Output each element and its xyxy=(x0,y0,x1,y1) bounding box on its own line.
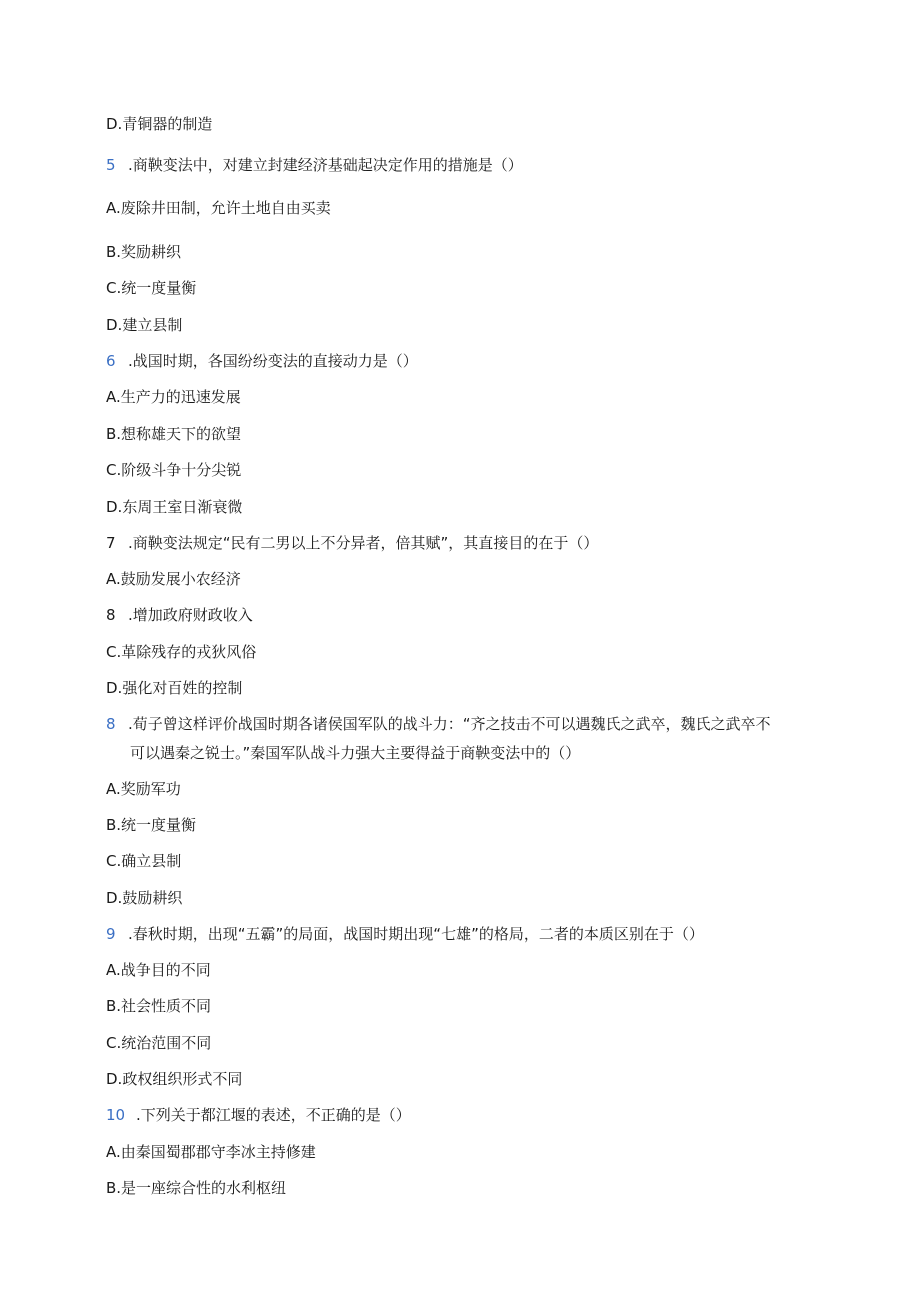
option-line xyxy=(106,1069,242,1089)
question-number: 7 xyxy=(106,534,116,552)
option-line xyxy=(106,642,256,662)
question-line xyxy=(106,924,704,944)
question-number: 8 xyxy=(106,715,116,733)
option-text: B.想称雄天下的欲望 xyxy=(106,425,242,443)
question-number: 10 xyxy=(106,1106,126,1124)
question-line xyxy=(106,351,418,371)
question-line xyxy=(106,155,523,175)
option-line xyxy=(106,460,241,480)
question-text: .荀子曾这样评价战国时期各诸侯国军队的战斗力：“齐之技击不可以遇魏氏之武卒，魏氏之武卒不 xyxy=(128,715,771,733)
option-text: B.社会性质不同 xyxy=(106,997,212,1015)
question-number: 9 xyxy=(106,925,116,943)
option-text: A.鼓励发展小农经济 xyxy=(106,570,241,588)
question-line xyxy=(106,1105,411,1125)
option-line xyxy=(106,815,196,835)
option-line xyxy=(106,1142,316,1162)
option-text: D.鼓励耕织 xyxy=(106,889,183,907)
option-line xyxy=(106,497,242,517)
option-text: B.是一座综合性的水利枢纽 xyxy=(106,1179,287,1197)
question-text: .战国时期，各国纷纷变法的直接动力是（） xyxy=(128,352,418,370)
option-line xyxy=(106,779,181,799)
question-number: 8 xyxy=(106,606,116,624)
option-line xyxy=(106,278,196,298)
option-text: C.统治范围不同 xyxy=(106,1034,212,1052)
option-line xyxy=(106,851,181,871)
option-line xyxy=(106,569,241,589)
option-text: A.战争目的不同 xyxy=(106,961,211,979)
question-text: .下列关于都江堰的表述，不正确的是（） xyxy=(136,1106,411,1124)
option-line xyxy=(106,198,331,218)
option-line xyxy=(106,888,182,908)
question-number: 5 xyxy=(106,156,116,174)
option-text: C.革除残存的戎狄风俗 xyxy=(106,643,257,661)
option-text: C.确立县制 xyxy=(106,852,182,870)
continuation-text: 可以遇秦之锐士。”秦国军队战斗力强大主要得益于商鞅变法中的（） xyxy=(130,744,581,762)
option-text: B.奖励耕织 xyxy=(106,243,182,261)
option-text: D.青铜器的制造 xyxy=(106,115,213,133)
option-line xyxy=(106,996,211,1016)
option-line xyxy=(106,960,211,980)
option-text: A.奖励军功 xyxy=(106,780,181,798)
option-line xyxy=(106,1178,286,1198)
option-line xyxy=(106,114,212,134)
question-number: 6 xyxy=(106,352,116,370)
option-line xyxy=(106,242,181,262)
option-line xyxy=(106,387,241,407)
question-line xyxy=(106,714,771,734)
question-text: .增加政府财政收入 xyxy=(128,606,253,624)
option-text: B.统一度量衡 xyxy=(106,816,197,834)
option-line xyxy=(106,1033,211,1053)
option-line xyxy=(106,678,242,698)
option-text: A.生产力的迅速发展 xyxy=(106,388,241,406)
option-text: C.统一度量衡 xyxy=(106,279,197,297)
option-line xyxy=(106,315,182,335)
question-continuation xyxy=(130,743,580,763)
option-text: C.阶级斗争十分尖锐 xyxy=(106,461,242,479)
question-line xyxy=(106,605,253,625)
option-line xyxy=(106,424,241,444)
option-text: D.强化对百姓的控制 xyxy=(106,679,243,697)
question-text: .商鞅变法规定“民有二男以上不分异者，倍其赋”，其直接目的在于（） xyxy=(128,534,599,552)
option-text: D.建立县制 xyxy=(106,316,183,334)
option-text: D.政权组织形式不同 xyxy=(106,1070,243,1088)
option-text: A.由秦国蜀郡郡守李冰主持修建 xyxy=(106,1143,316,1161)
option-text: D.东周王室日渐衰微 xyxy=(106,498,243,516)
question-text: .商鞅变法中，对建立封建经济基础起决定作用的措施是（） xyxy=(128,156,523,174)
question-line xyxy=(106,533,598,553)
option-text: A.废除井田制，允许土地自由买卖 xyxy=(106,199,331,217)
question-text: .春秋时期，出现“五霸”的局面，战国时期出现“七雄”的格局，二者的本质区别在于（） xyxy=(128,925,704,943)
